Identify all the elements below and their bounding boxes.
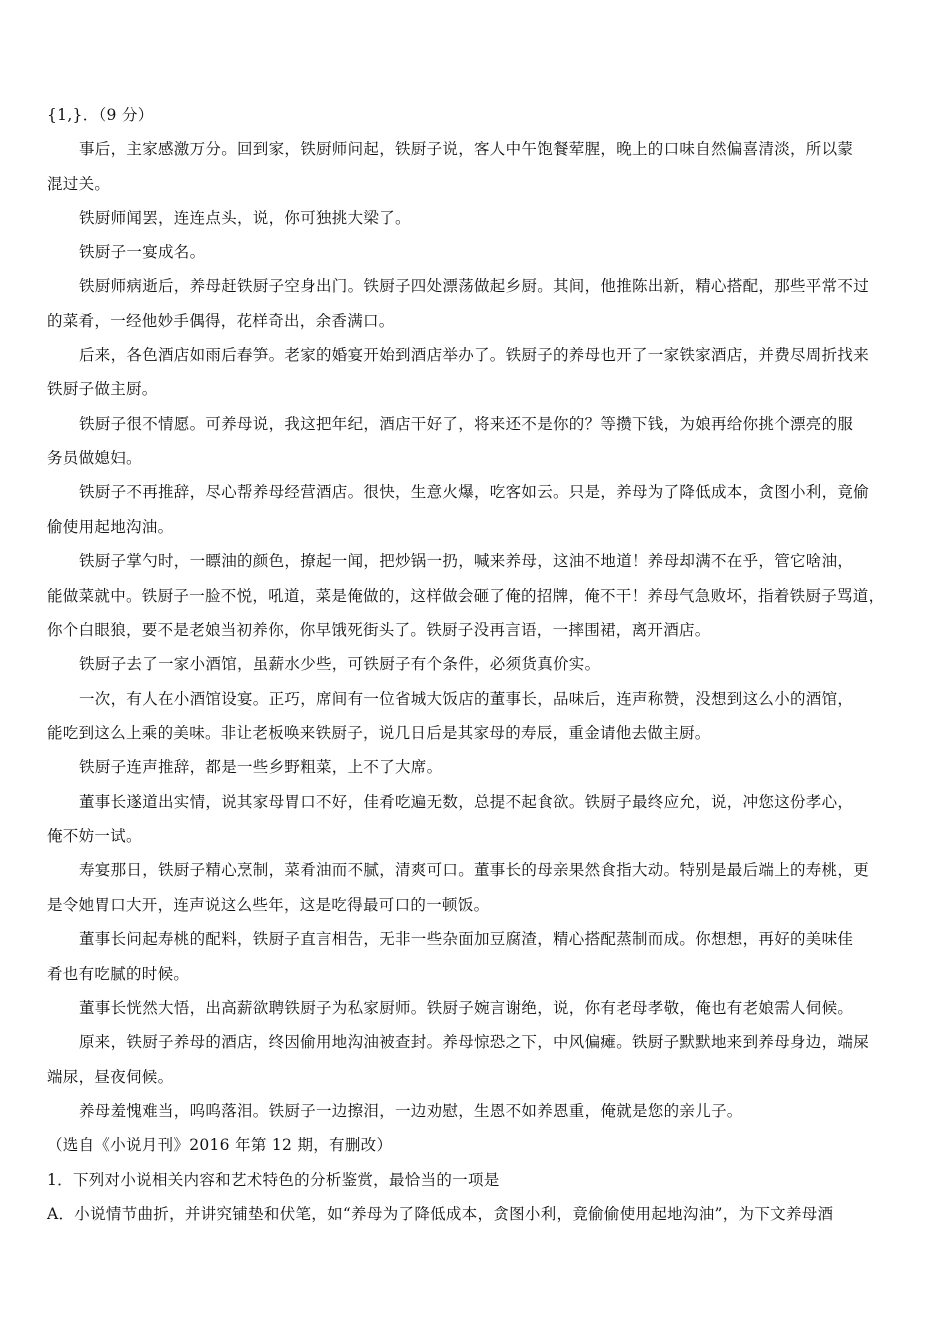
story-line: 能做菜就中。铁厨子一脸不悦，吼道，菜是俺做的，这样做会砸了俺的招牌，俺不干！养母气急败坏，指着铁厨子骂道， xyxy=(47,587,885,605)
story-line: 肴也有吃腻的时候。 xyxy=(47,965,190,983)
story-line: 董事长遂道出实情，说其家母胃口不好，佳肴吃遍无数，总提不起食欲。铁厨子最终应允，说，冲您这份孝心， xyxy=(79,793,854,811)
story-line: 寿宴那日，铁厨子精心烹制，菜肴油而不腻，清爽可口。董事长的母亲果然食指大动。特别是最后端上的寿桃，更 xyxy=(79,861,870,879)
story-line: 铁厨子不再推辞，尽心帮养母经营酒店。很快，生意火爆，吃客如云。只是，养母为了降低成本，贪图小利，竟偷 xyxy=(79,483,870,501)
story-line: 铁厨子连声推辞，都是一些乡野粗菜，上不了大席。 xyxy=(79,758,443,776)
story-line: 后来，各色酒店如雨后春笋。老家的婚宴开始到酒店举办了。铁厨子的养母也开了一家铁家酒店，并费尽周折找来 xyxy=(79,346,870,364)
question-header: {1,}．（9 分） xyxy=(47,106,154,124)
story-line: 端尿，昼夜伺候。 xyxy=(47,1068,174,1086)
story-line: 的菜肴，一经他妙手偶得，花样奇出，余香满口。 xyxy=(47,312,395,330)
story-line: 铁厨子做主厨。 xyxy=(47,380,158,398)
story-line: 董事长恍然大悟，出高薪欲聘铁厨子为私家厨师。铁厨子婉言谢绝，说，你有老母孝敬，俺也有老娘需人伺候。 xyxy=(79,999,854,1017)
story-line: 铁厨子掌勺时，一瞟油的颜色，撩起一闻，把炒锅一扔，喊来养母，这油不地道！养母却满不在乎，管它啥油， xyxy=(79,552,854,570)
story-line: 是令她胃口大开，连声说这么些年，这是吃得最可口的一顿饭。 xyxy=(47,896,490,914)
story-line: 董事长问起寿桃的配料，铁厨子直言相告，无非一些杂面加豆腐渣，精心搭配蒸制而成。你想想，再好的美味佳 xyxy=(79,930,854,948)
story-line: 铁厨师病逝后，养母赶铁厨子空身出门。铁厨子四处漂荡做起乡厨。其间，他推陈出新，精心搭配，那些平常不过 xyxy=(79,277,870,295)
story-line: 铁厨子一宴成名。 xyxy=(79,243,206,261)
option-a: A．小说情节曲折，并讲究铺垫和伏笔，如“养母为了降低成本，贪图小利，竟偷偷使用起地沟油”，为下文养母酒 xyxy=(47,1205,834,1223)
story-line: 一次，有人在小酒馆设宴。正巧，席间有一位省城大饭店的董事长，品味后，连声称赞，没想到这么小的酒馆， xyxy=(79,690,854,708)
story-line: 原来，铁厨子养母的酒店，终因偷用地沟油被查封。养母惊恐之下，中风偏瘫。铁厨子默默地来到养母身边，端屎 xyxy=(79,1033,870,1051)
story-line: 养母羞愧难当，呜呜落泪。铁厨子一边擦泪，一边劝慰，生恩不如养恩重，俺就是您的亲儿子。 xyxy=(79,1102,743,1120)
story-line: 偷使用起地沟油。 xyxy=(47,518,174,536)
story-line: 铁厨师闻罢，连连点头，说，你可独挑大梁了。 xyxy=(79,209,411,227)
question-stem: 1．下列对小说相关内容和艺术特色的分析鉴赏，最恰当的一项是 xyxy=(47,1171,500,1189)
story-line: 你个白眼狼，要不是老娘当初养你，你早饿死街头了。铁厨子没再言语，一摔围裙，离开酒店。 xyxy=(47,621,711,639)
story-line: 务员做媳妇。 xyxy=(47,449,142,467)
story-line: 铁厨子很不情愿。可养母说，我这把年纪，酒店干好了，将来还不是你的？等攒下钱，为娘再给你挑个漂亮的服 xyxy=(79,415,854,433)
source-note: （选自《小说月刊》2016 年第 12 期，有删改） xyxy=(47,1136,393,1154)
story-line: 能吃到这么上乘的美味。非让老板唤来铁厨子，说几日后是其家母的寿辰，重金请他去做主厨。 xyxy=(47,724,711,742)
story-line: 事后，主家感激万分。回到家，铁厨师问起，铁厨子说，客人中午饱餐荤腥，晚上的口味自然偏喜清淡，所以蒙 xyxy=(79,140,854,158)
story-line: 俺不妨一试。 xyxy=(47,827,142,845)
story-line: 混过关。 xyxy=(47,175,111,193)
story-line: 铁厨子去了一家小酒馆，虽薪水少些，可铁厨子有个条件，必须货真价实。 xyxy=(79,655,601,673)
